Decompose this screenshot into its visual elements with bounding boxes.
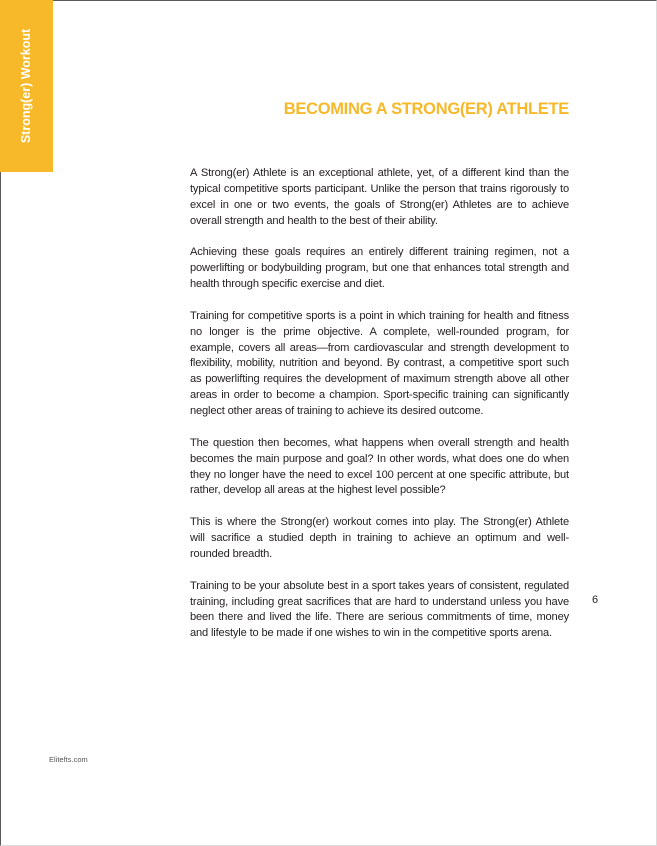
paragraph-5: This is where the Strong(er) workout comes into play. The Strong(er) Athlete will sacrifice a studied depth in training to achieve an optimum and well-rounded breadth.	[190, 516, 569, 560]
paragraph-1: A Strong(er) Athlete is an exceptional athlete, yet, of a different kind than the typical competitive sports participant. Unlike the person that trains rigorously to excel in one or two events, the goals of Strong(er) Athletes are to achieve overall strength and health to the best of their ability.	[190, 167, 569, 227]
side-tab-label: Strong(er) Workout	[19, 28, 33, 144]
side-tab	[0, 0, 53, 172]
paragraph-6: Training to be your absolute best in a sport takes years of consistent, regulated training, including great sacrifices that are hard to understand unless you have been there and lived the life. There are serious commitments of time, money and lifestyle to be made if one wishes to win in the competitive sports arena.	[190, 579, 569, 640]
footer-site: Elitefts.com	[49, 755, 88, 764]
paragraph-4: The question then becomes, what happens when overall strength and health becomes the main purpose and goal? In other words, what does one do when they no longer have the need to excel 100 percent at one specific attribute, but rather, develop all areas at the highest level possible?	[190, 436, 569, 497]
page-title: BECOMING A STRONG(ER) ATHLETE	[283, 100, 569, 118]
paragraph-2: Achieving these goals requires an entirely different training regimen, not a powerlifting or bodybuilding program, but one that enhances total strength and health through specific exercise and diet.	[190, 246, 569, 291]
body-text	[190, 166, 569, 658]
paragraph-3: Training for competitive sports is a point in which training for health and fitness no longer is the prime objective. A complete, well-rounded program, for example, covers all areas—from cardiovascular and strength development to flexibility, mobility, nutrition and beyond. By contrast, a competitive sport such as powerlifting requires the development of maximum strength above all other areas in order to become a champion. Sport-specific training can significantly neglect other areas of training to achieve its desired outcome.	[190, 309, 569, 417]
page-number: 6	[592, 594, 599, 606]
